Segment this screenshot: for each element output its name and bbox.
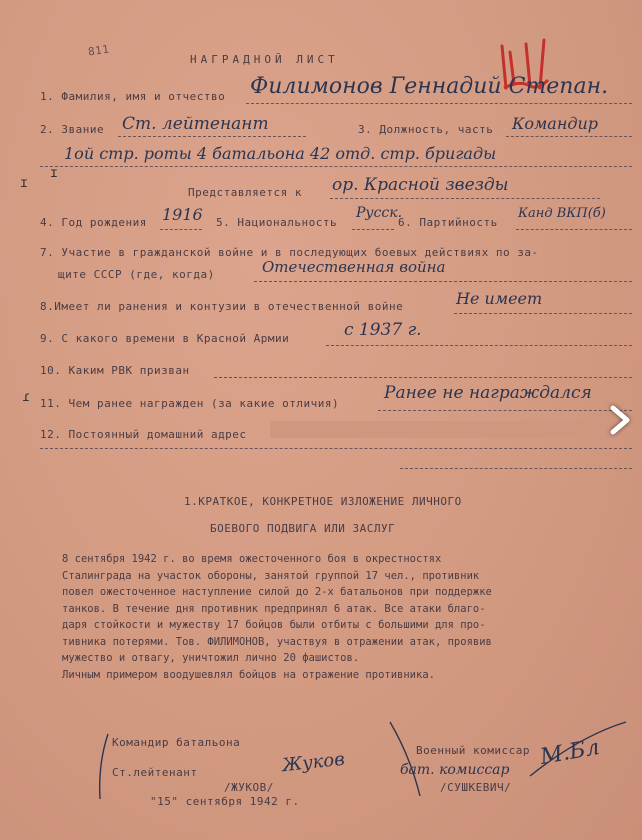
- narrative-body: [62, 551, 602, 683]
- margin-mark: ɾ: [22, 390, 30, 405]
- commander-title: Командир батальона: [112, 736, 241, 749]
- section-title-line2: БОЕВОГО ПОДВИГА ИЛИ ЗАСЛУГ: [210, 522, 396, 535]
- field-9-label: 9. С какого времени в Красной Армии: [40, 332, 290, 345]
- signature-date: "15" сентября 1942 г.: [150, 795, 300, 808]
- section-title-line1: 1.КРАТКОЕ, КОНКРЕТНОЕ ИЗЛОЖЕНИЕ ЛИЧНОГО: [184, 495, 462, 508]
- chevron-right-icon: [608, 405, 632, 435]
- signature-stroke-icon: [88, 724, 288, 804]
- field-7-label-line1: 7. Участие в гражданской войне и в последующих боевых действиях по за-: [40, 246, 539, 259]
- field-2-value: Ст. лейтенант: [122, 114, 269, 134]
- field-3-value-line2: 1ой стр. роты 4 батальона 42 отд. стр. бригады: [64, 144, 497, 163]
- body-line: 8 сентября 1942 г. во время ожесточенного боя в окрестностях: [62, 553, 442, 565]
- commissar-name: /СУШКЕВИЧ/: [440, 781, 512, 794]
- field-6-label: 6. Партийность: [398, 216, 498, 229]
- field-1-value: Филимонов Геннадий Степан.: [250, 74, 609, 99]
- body-line: танков. В течение дня противник предпринял 6 атак. Все атаки благо-: [62, 602, 486, 615]
- presented-value: ор. Красной звезды: [332, 175, 509, 195]
- field-8-label: 8.Имеет ли ранения и контузии в отечественной войне: [40, 300, 404, 313]
- commander-rank: Ст.лейтенант: [112, 766, 198, 779]
- body-line: Личным примером воодушевлял бойцов на отражение противника.: [62, 668, 435, 681]
- commissar-subtitle: бат. комиссар: [400, 762, 510, 778]
- field-8-value: Не имеет: [456, 289, 543, 308]
- body-line: повел ожесточенное наступление силой до 2-х батальонов при поддержке: [62, 586, 492, 598]
- field-11-label: 11. Чем ранее награжден (за какие отличия): [40, 397, 340, 410]
- field-12-label: 12. Постоянный домашний адрес: [40, 428, 247, 441]
- next-page-button[interactable]: [604, 404, 636, 436]
- body-line: даря стойкости и мужеству 17 бойцов были отбиты с большими для про-: [62, 619, 486, 631]
- field-1-label: 1. Фамилия, имя и отчество: [40, 90, 226, 103]
- body-line: Сталинграда на участок обороны, занятой группой 17 чел., противник: [62, 569, 480, 582]
- signature-stroke-icon: [380, 716, 640, 806]
- commissar-signature: М.Бл: [538, 735, 602, 770]
- commander-signature: Жуков: [281, 748, 346, 777]
- document-title: НАГРАДНОЙ ЛИСТ: [190, 53, 339, 66]
- field-7-label-line2: щите СССР (где, когда): [58, 268, 215, 281]
- field-7-value: Отечественная война: [262, 258, 446, 276]
- field-10-label: 10. Каким РВК призван: [40, 364, 190, 377]
- field-5-label: 5. Национальность: [216, 216, 338, 229]
- field-3-value: Командир: [512, 114, 599, 133]
- archive-number: 811: [87, 42, 111, 59]
- field-9-value: с 1937 г.: [344, 320, 422, 340]
- field-11-value: Ранее не награждался: [384, 383, 592, 403]
- field-2-label: 2. Звание: [40, 123, 105, 136]
- commander-name: /ЖУКОВ/: [224, 781, 274, 794]
- field-5-value: Русск.: [356, 205, 403, 221]
- margin-tick: ɪ: [50, 166, 58, 181]
- presented-label: Представляется к: [188, 186, 302, 199]
- body-line: мужество и отвагу, уничтожил лично 20 фашистов.: [62, 652, 360, 664]
- field-4-value: 1916: [162, 205, 203, 224]
- commissar-title: Военный комиссар: [416, 744, 530, 757]
- margin-cross: ɪ: [20, 176, 28, 191]
- body-line: тивника потерями. Тов. ФИЛИМОНОВ, участвуя в отражении атак, проявив: [62, 635, 492, 648]
- field-4-label: 4. Год рождения: [40, 216, 147, 229]
- field-3-label: 3. Должность, часть: [358, 123, 494, 136]
- field-6-value: Канд ВКП(б): [518, 206, 606, 221]
- redacted-address: [270, 421, 632, 438]
